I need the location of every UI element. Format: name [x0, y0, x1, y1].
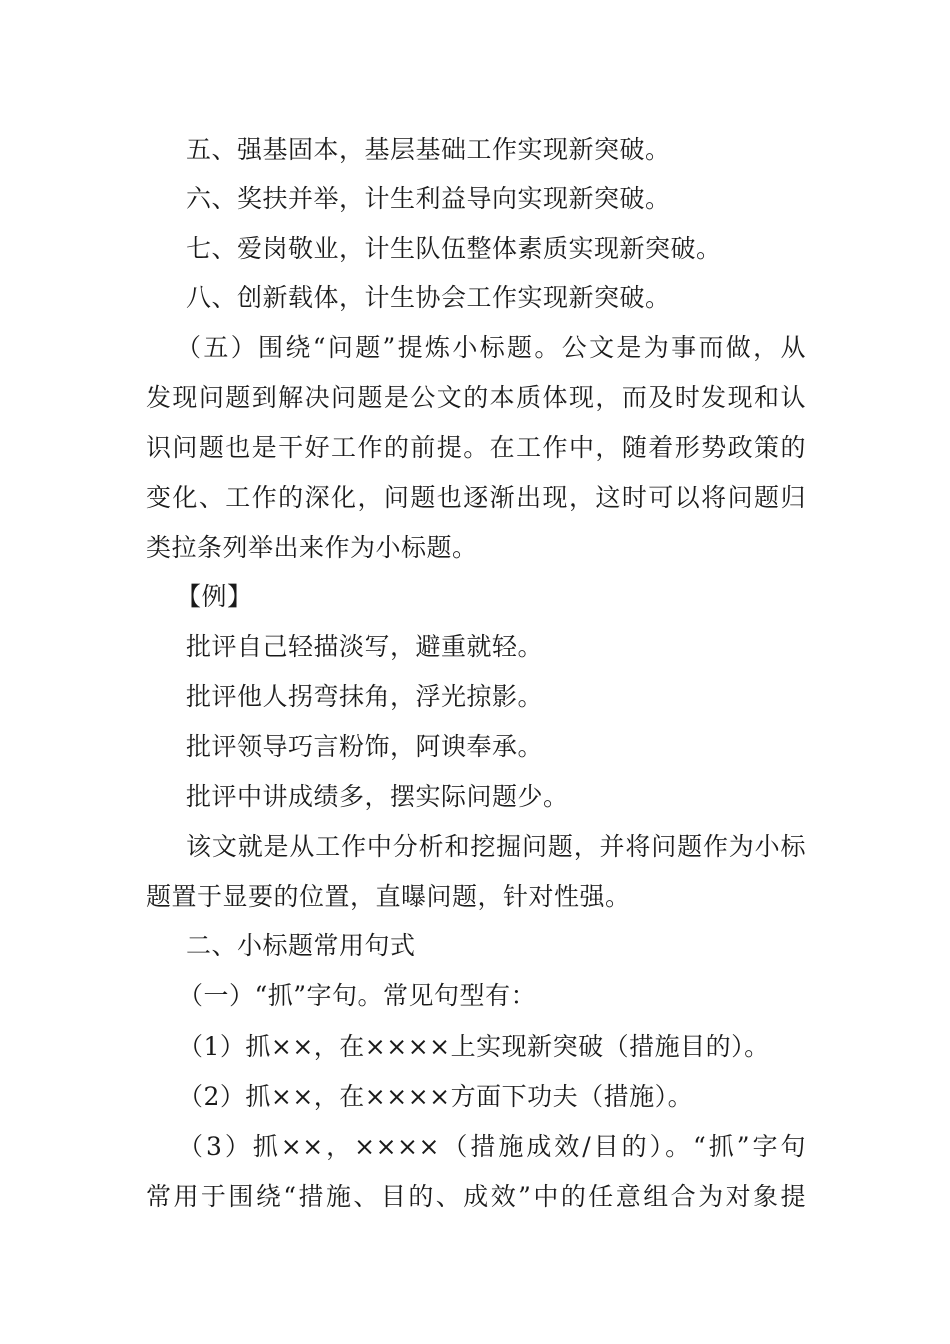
paragraph-line: 发现问题到解决问题是公文的本质体现，而及时发现和认 [146, 383, 806, 412]
paragraph-line: 批评他人拐弯抹角，浮光掠影。 [186, 682, 544, 711]
paragraph-line: （五）围绕“问题”提炼小标题。公文是为事而做，从 [176, 333, 806, 362]
paragraph-line: 五、强基固本，基层基础工作实现新突破。 [186, 135, 671, 164]
paragraph-line: 八、创新载体，计生协会工作实现新突破。 [186, 283, 671, 312]
paragraph-line: 六、奖扶并举，计生利益导向实现新突破。 [186, 184, 671, 213]
paragraph-line: 题置于显要的位置，直曝问题，针对性强。 [146, 882, 631, 911]
example-label: 【例】 [176, 582, 253, 611]
paragraph-line: 变化、工作的深化，问题也逐渐出现，这时可以将问题归 [146, 483, 806, 512]
paragraph-line: 识问题也是干好工作的前提。在工作中，随着形势政策的 [146, 433, 806, 462]
section-heading: 二、小标题常用句式 [186, 931, 416, 960]
paragraph-line: 批评自己轻描淡写，避重就轻。 [186, 632, 544, 661]
paragraph-line: （3）抓××，××××（措施成效/目的）。“抓”字句 [178, 1132, 806, 1161]
subsection-heading: （一）“抓”字句。常见句型有： [178, 981, 537, 1010]
paragraph-line: 批评领导巧言粉饰，阿谀奉承。 [186, 732, 544, 761]
paragraph-line: 七、爱岗敬业，计生队伍整体素质实现新突破。 [186, 234, 722, 263]
paragraph-line: 该文就是从工作中分析和挖掘问题，并将问题作为小标 [186, 832, 806, 861]
paragraph-line: 常用于围绕“措施、目的、成效”中的任意组合为对象提 [146, 1182, 806, 1211]
paragraph-line: 批评中讲成绩多，摆实际问题少。 [186, 782, 569, 811]
paragraph-line: 类拉条列举出来作为小标题。 [146, 533, 478, 562]
paragraph-line: （1）抓××，在××××上实现新突破（措施目的）。 [178, 1032, 770, 1061]
paragraph-line: （2）抓××，在××××方面下功夫（措施）。 [178, 1082, 694, 1111]
